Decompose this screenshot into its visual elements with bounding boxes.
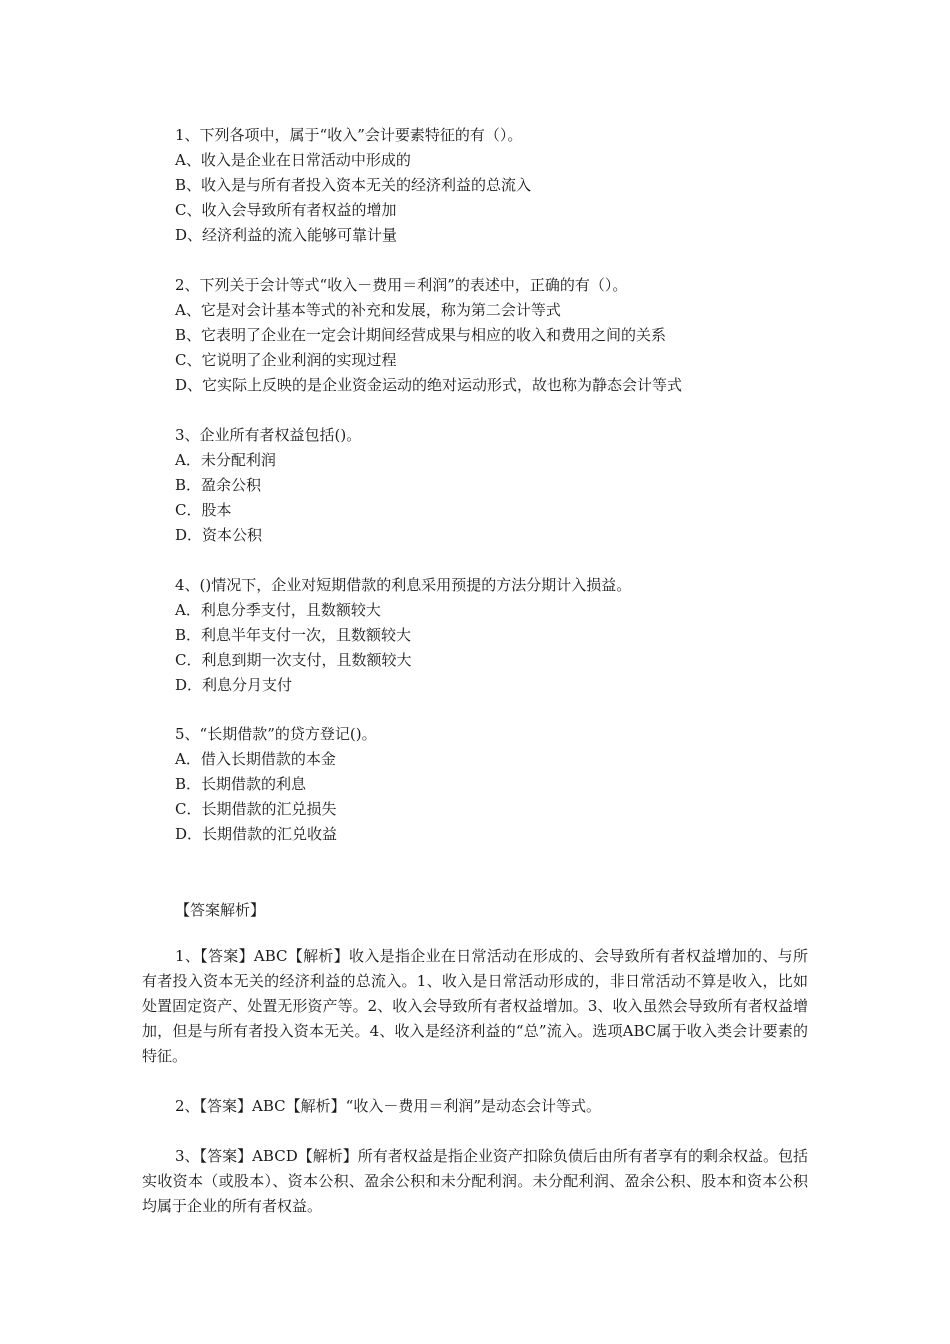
question-stem: 1、下列各项中，属于“收入”会计要素特征的有（）。 — [175, 126, 523, 144]
option-c: C、它说明了企业利润的实现过程 — [175, 351, 397, 369]
question-3 — [175, 423, 815, 548]
question-4 — [175, 573, 815, 698]
option-a: A．未分配利润 — [175, 451, 276, 469]
question-stem: 2、下列关于会计等式“收入－费用＝利润”的表述中，正确的有（）。 — [175, 276, 628, 294]
option-b: B、它表明了企业在一定会计期间经营成果与相应的收入和费用之间的关系 — [175, 326, 667, 344]
question-stem: 4、()情况下，企业对短期借款的利息采用预提的方法分期计入损益。 — [175, 576, 632, 594]
option-b: B．长期借款的利息 — [175, 775, 307, 793]
answer-explanation-2: 2、【答案】ABC【解析】“收入－费用＝利润”是动态会计等式。 — [175, 1097, 601, 1115]
option-c: C．股本 — [175, 501, 232, 519]
option-d: D．资本公积 — [175, 526, 263, 544]
option-a: A．借入长期借款的本金 — [175, 750, 336, 768]
question-stem: 3、企业所有者权益包括()。 — [175, 426, 362, 444]
question-2 — [175, 273, 815, 398]
option-a: A、它是对会计基本等式的补充和发展，称为第二会计等式 — [175, 301, 561, 319]
option-d: D、它实际上反映的是企业资金运动的绝对运动形式，故也称为静态会计等式 — [175, 376, 683, 394]
option-c: C、收入会导致所有者权益的增加 — [175, 201, 397, 219]
option-d: D、经济利益的流入能够可靠计量 — [175, 226, 398, 244]
option-b: B、收入是与所有者投入资本无关的经济利益的总流入 — [175, 176, 532, 194]
option-c: C．利息到期一次支付，且数额较大 — [175, 651, 412, 669]
option-d: D．长期借款的汇兑收益 — [175, 825, 338, 843]
option-a: A．利息分季支付，且数额较大 — [175, 601, 381, 619]
option-a: A、收入是企业在日常活动中形成的 — [175, 151, 411, 169]
option-b: B．盈余公积 — [175, 476, 262, 494]
option-d: D．利息分月支付 — [175, 676, 293, 694]
question-stem: 5、“长期借款”的贷方登记()。 — [175, 725, 377, 743]
answer-explanation-1: 1、【答案】ABC【解析】收入是指企业在日常活动在形成的、会导致所有者权益增加的、与所有者投入资本无关的经济利益的总流入。1、收入是日常活动形成的，非日常活动不算是收入，比如处置固定资产、处置无形资产等。2、收入会导致所有者权益增加。3、收入虽然会导致所有者权益增加，但是与所有者投入资本无关。4、收入是经济利益的“总”流入。选项ABC属于收入类会计要素的特征。 — [142, 947, 808, 1065]
question-5 — [175, 722, 815, 847]
question-1 — [175, 123, 815, 248]
answer-explanation-3: 3、【答案】ABCD【解析】所有者权益是指企业资产扣除负债后由所有者享有的剩余权益。包括实收资本（或股本）、资本公积、盈余公积和未分配利润。未分配利润、盈余公积、股本和资本公积均属于企业的所有者权益。 — [142, 1147, 808, 1215]
option-b: B．利息半年支付一次，且数额较大 — [175, 626, 412, 644]
answers-heading: 【答案解析】 — [175, 901, 266, 919]
option-c: C．长期借款的汇兑损失 — [175, 800, 337, 818]
